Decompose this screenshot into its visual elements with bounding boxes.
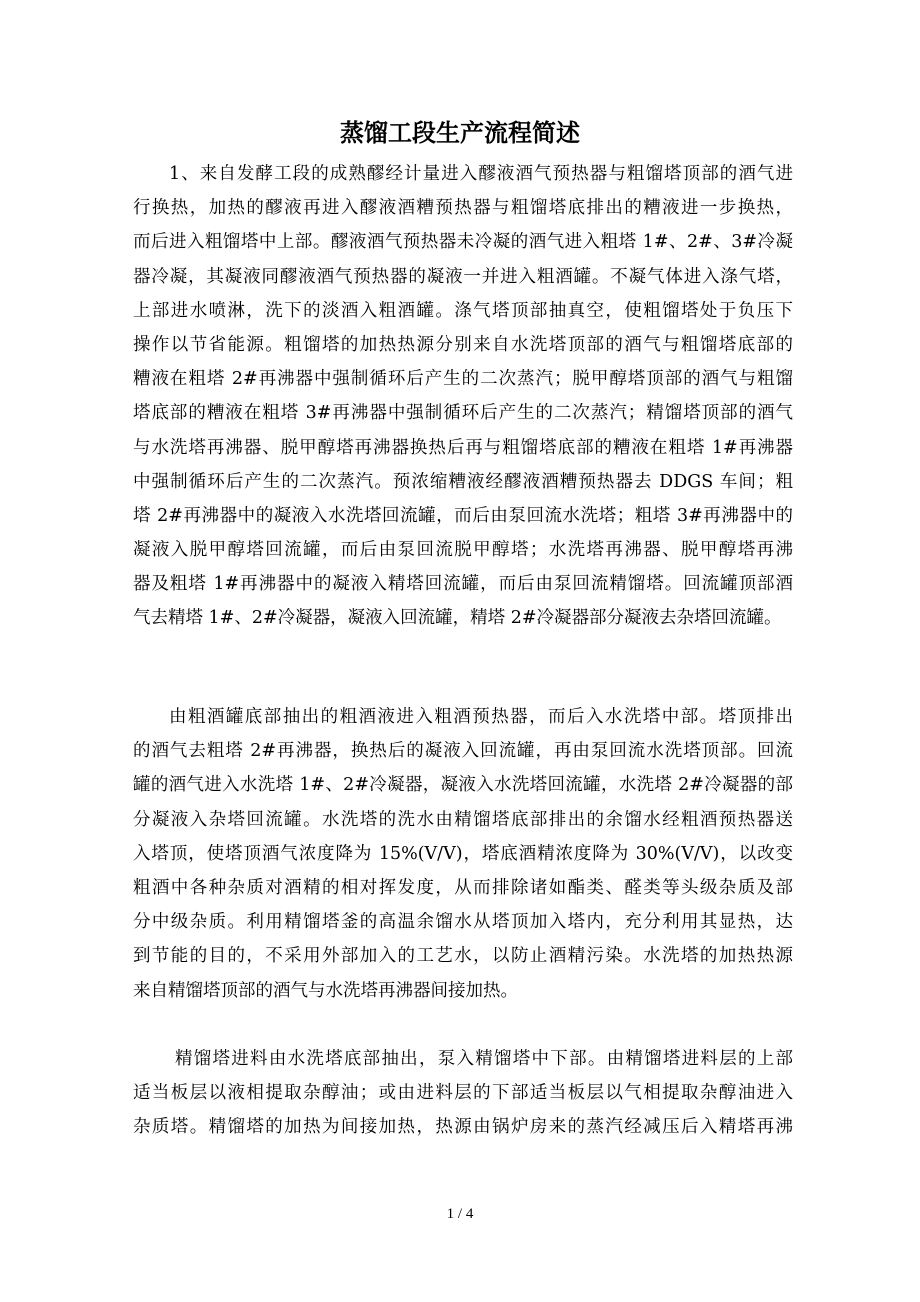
text-line: 精馏塔进料由水洗塔底部抽出，泵入精馏塔中下部。由精馏塔进料层的上部	[175, 1049, 793, 1069]
text-line: 的酒气去粗塔 2#再沸器，换热后的凝液入回流罐，再由泵回流水洗塔顶部。回流	[133, 741, 793, 762]
text-line: 由粗酒罐底部抽出的粗酒液进入粗酒预热器，而后入水洗塔中部。塔顶排出	[169, 707, 793, 727]
paragraph-3	[133, 1042, 793, 1145]
paragraph-1	[133, 157, 793, 636]
text-line: 分凝液入杂塔回流罐。水洗塔的洗水由精馏塔底部排出的余馏水经粗酒预热器送	[133, 809, 793, 830]
text-line: 来自精馏塔顶部的酒气与水洗塔再沸器间接加热。	[133, 980, 518, 1001]
text-line: 与水洗塔再沸器、脱甲醇塔再沸器换热后再与粗馏塔底部的糟液在粗塔 1#再沸器	[133, 437, 793, 458]
text-line: 操作以节省能源。粗馏塔的加热热源分别来自水洗塔顶部的酒气与粗馏塔底部的	[133, 334, 793, 355]
page-number: 1 / 4	[446, 1206, 474, 1222]
text-line: 适当板层以液相提取杂醇油；或由进料层的下部适当板层以气相提取杂醇油进入	[133, 1083, 793, 1104]
text-line: 而后进入粗馏塔中上部。醪液酒气预热器未冷凝的酒气进入粗塔 1#、2#、3#冷凝	[133, 232, 793, 253]
text-line: 粗酒中各种杂质对酒精的相对挥发度，从而排除诸如酯类、醛类等头级杂质及部	[133, 877, 793, 898]
text-line: 分中级杂质。利用精馏塔釜的高温余馏水从塔顶加入塔内，充分利用其显热，达	[133, 912, 793, 933]
text-line: 行换热，加热的醪液再进入醪液酒糟预热器与粗馏塔底排出的糟液进一步换热，	[133, 198, 793, 219]
text-line: 杂质塔。精馏塔的加热为间接加热，热源由锅炉房来的蒸汽经减压后入精塔再沸	[133, 1117, 793, 1138]
text-line: 塔底部的糟液在粗塔 3#再沸器中强制循环后产生的二次蒸汽；精馏塔顶部的酒气	[133, 403, 793, 424]
document-title: 蒸馏工段生产流程简述	[340, 118, 580, 147]
text-line: 1、来自发酵工段的成熟醪经计量进入醪液酒气预热器与粗馏塔顶部的酒气进	[169, 164, 793, 184]
text-line: 凝液入脱甲醇塔回流罐，而后由泵回流脱甲醇塔；水洗塔再沸器、脱甲醇塔再沸	[133, 540, 793, 561]
text-line: 器及粗塔 1#再沸器中的凝液入精塔回流罐，而后由泵回流精馏塔。回流罐顶部酒	[133, 574, 793, 595]
text-line: 塔 2#再沸器中的凝液入水洗塔回流罐，而后由泵回流水洗塔；粗塔 3#再沸器中的	[133, 505, 793, 526]
text-line: 气去精塔 1#、2#冷凝器，凝液入回流罐，精塔 2#冷凝器部分凝液去杂塔回流罐。	[133, 608, 782, 629]
text-line: 糟液在粗塔 2#再沸器中强制循环后产生的二次蒸汽；脱甲醇塔顶部的酒气与粗馏	[133, 369, 793, 390]
paragraph-2	[133, 700, 793, 1008]
text-line: 罐的酒气进入水洗塔 1#、2#冷凝器，凝液入水洗塔回流罐，水洗塔 2#冷凝器的部	[133, 775, 793, 796]
text-line: 上部进水喷淋，洗下的淡酒入粗酒罐。涤气塔顶部抽真空，使粗馏塔处于负压下	[133, 300, 793, 321]
text-line: 中强制循环后产生的二次蒸汽。预浓缩糟液经醪液酒糟预热器去 DDGS 车间；粗	[133, 471, 793, 492]
text-line: 入塔顶，使塔顶酒气浓度降为 15%(V/V)，塔底酒精浓度降为 30%(V/V)，以改变	[133, 843, 793, 864]
text-line: 器冷凝，其凝液同醪液酒气预热器的凝液一并进入粗酒罐。不凝气体进入涤气塔，	[133, 266, 793, 287]
text-line: 到节能的目的，不采用外部加入的工艺水，以防止酒精污染。水洗塔的加热热源	[133, 946, 793, 967]
